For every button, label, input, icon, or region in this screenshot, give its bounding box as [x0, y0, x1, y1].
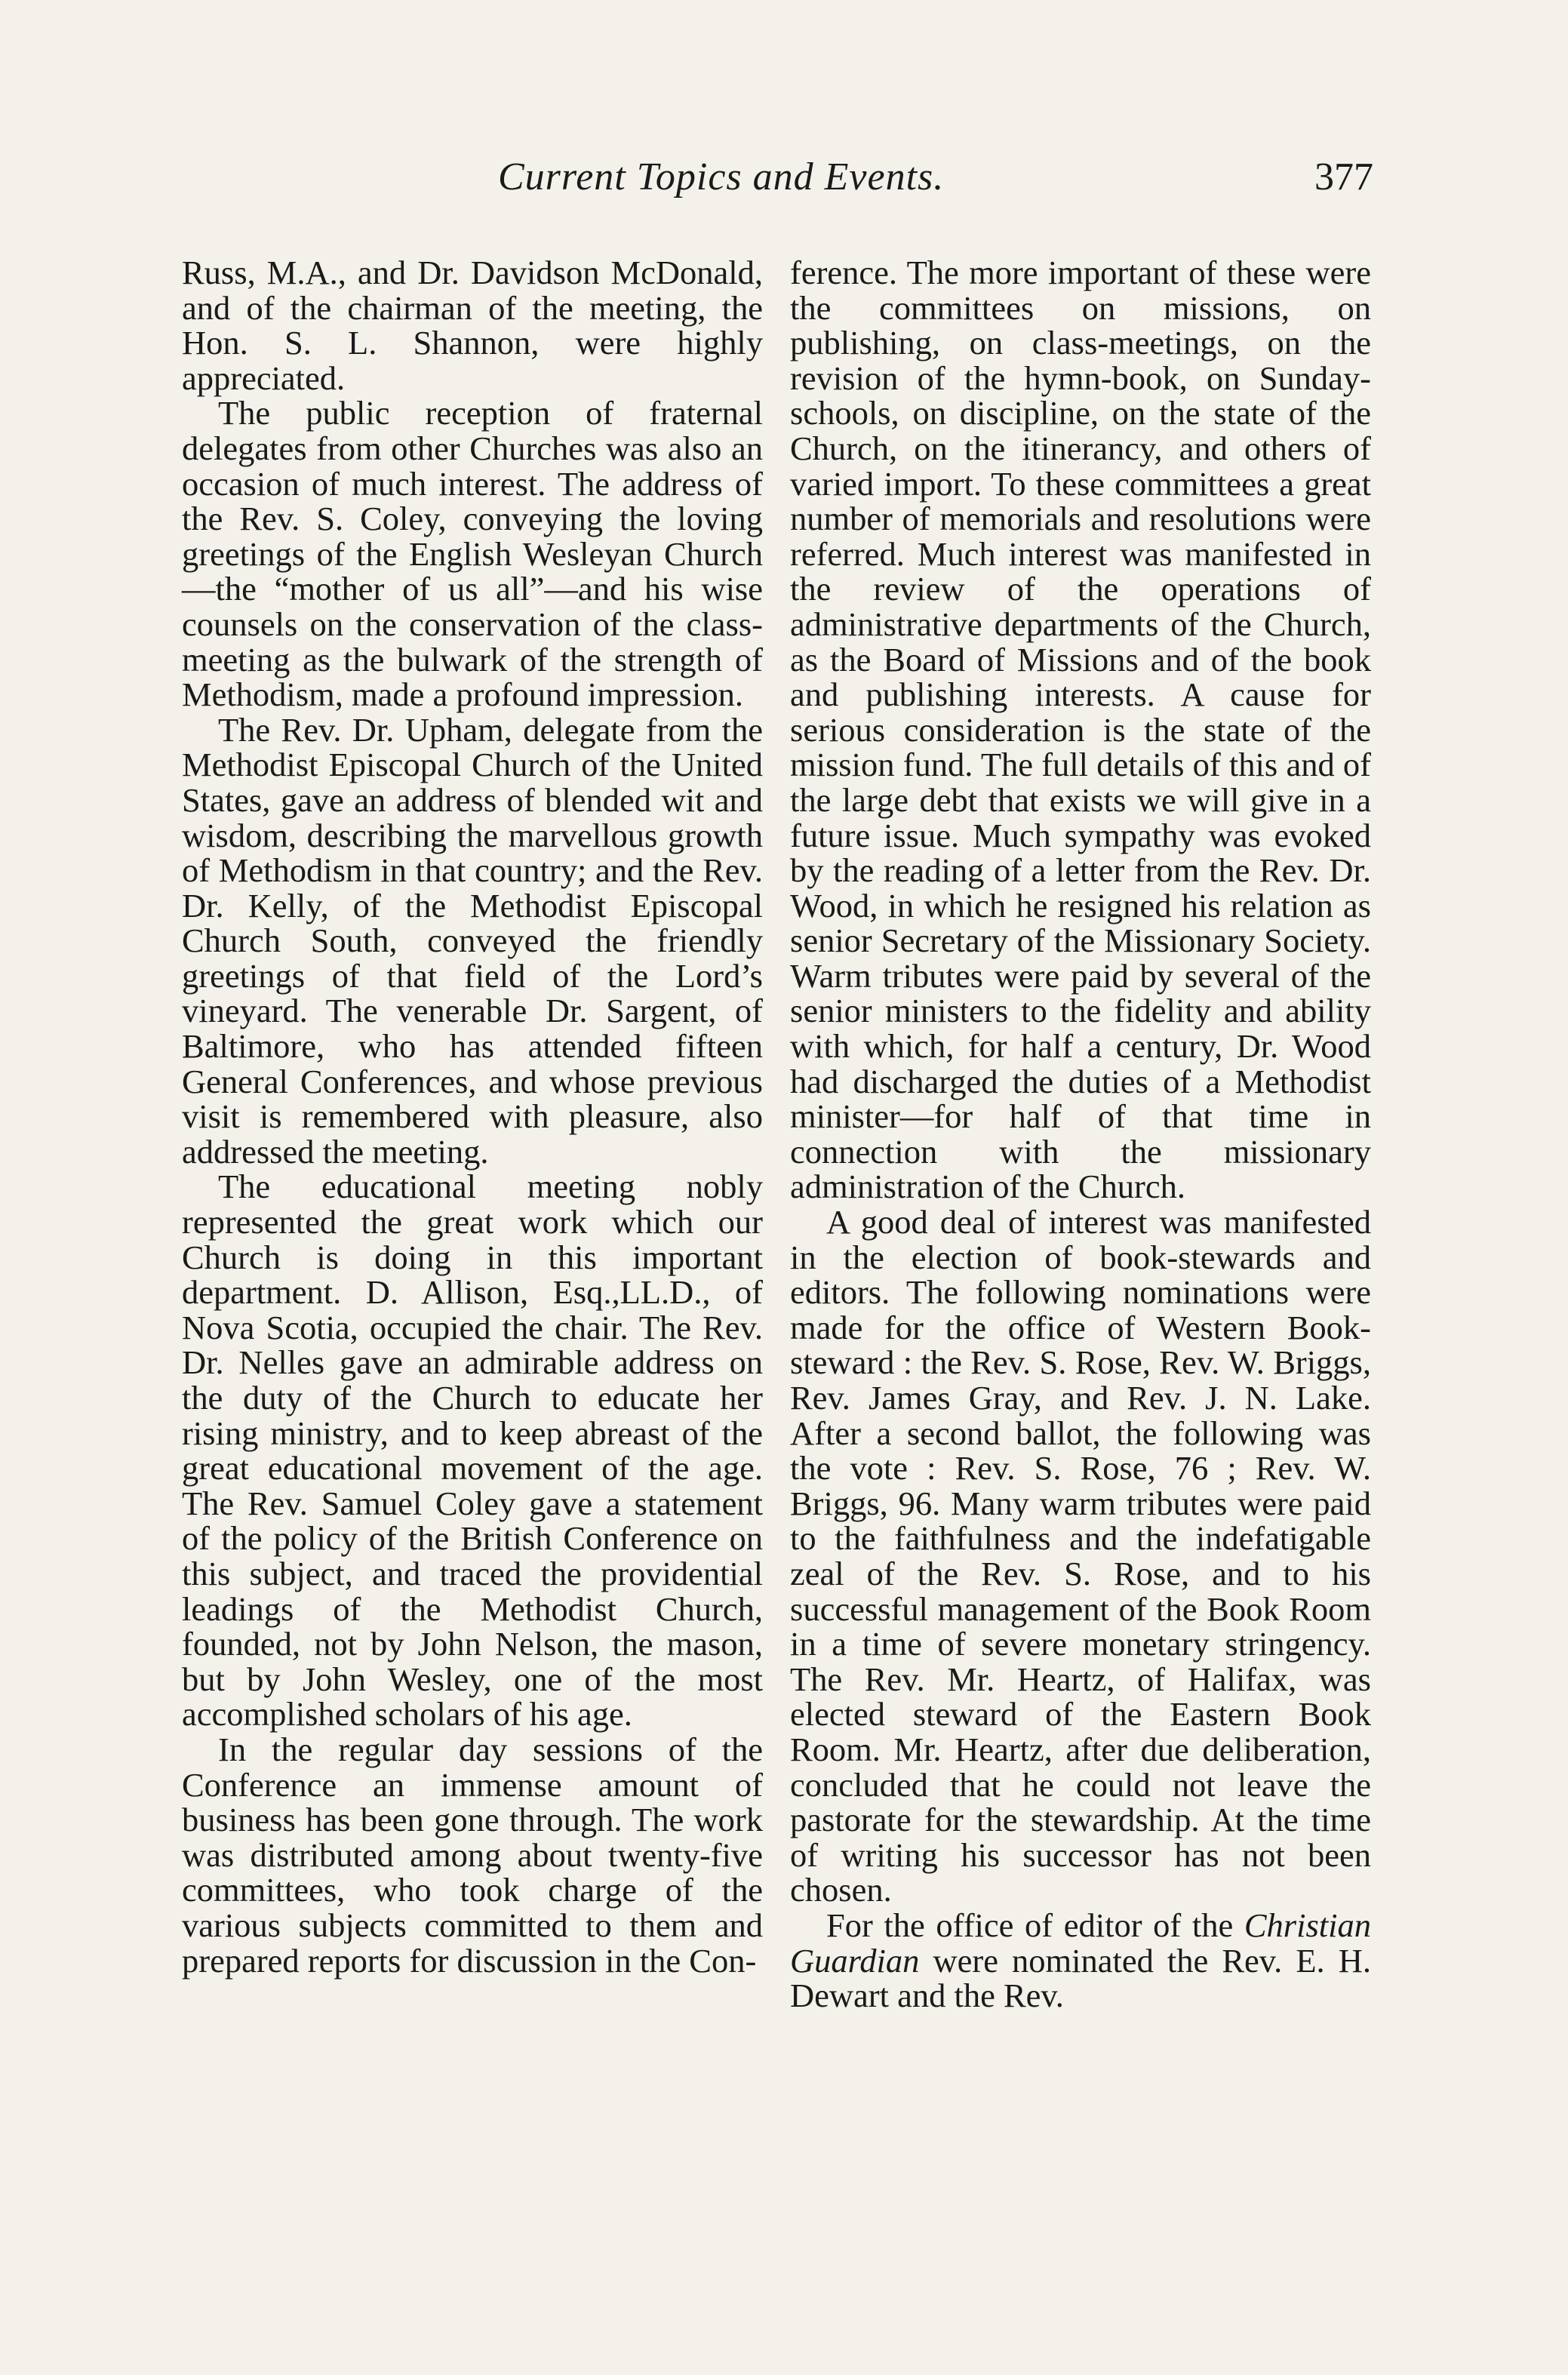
left-column: [182, 255, 763, 1978]
paragraph-editor-nomination: [790, 1908, 1371, 2014]
paragraph: The public reception of fraternal delegates from other Churches was also an occasion of much interest. The address of the Rev. S. Coley, conveying the loving greetings of the English Wesleyan Church—the “mother of us all”—and his wise counsels on the conservation of the class-meeting as the bulwark of the strength of Methodism, made a profound impression.: [182, 394, 763, 714]
text-segment: were nominated the Rev. E. H. Dewart and the Rev.: [790, 1941, 1371, 2015]
paragraph: In the regular day sessions of the Conference an immense amount of business has been gone through. The work was distributed among about twenty-five committees, who took charge of the various subjects committed to them and prepared reports for discussion in the Con-: [182, 1730, 763, 1980]
running-title: Current Topics and Events.: [498, 155, 945, 198]
right-column: [790, 255, 1371, 2014]
text-segment: For the office of editor of the: [826, 1906, 1244, 1944]
paragraph: Russ, M.A., and Dr. Davidson McDonald, and of the chairman of the meeting, the Hon. S. L. Shannon, were highly appreciated.: [182, 254, 763, 397]
paragraph: The Rev. Dr. Upham, delegate from the Methodist Episcopal Church of the United States, gave an address of blended wit and wisdom, describing the marvellous growth of Methodism in that country; and the Rev. Dr. Kelly, of the Methodist Episcopal Church South, conveyed the friendly greetings of that field of the Lord’s vineyard. The venerable Dr. Sargent, of Baltimore, who has attended fifteen General Conferences, and whose previous visit is remembered with pleasure, also addressed the meeting.: [182, 710, 763, 1171]
page-header: [181, 155, 1373, 208]
paragraph: The educational meeting nobly represented the great work which our Church is doing in this important department. D. Allison, Esq.,LL.D., of Nova Scotia, occupied the chair. The Rev. Dr. Nelles gave an admirable address on the duty of the Church to educate her rising ministry, and to keep abreast of the great educational movement of the age. The Rev. Samuel Coley gave a statement of the policy of the British Conference on this subject, and traced the providential leadings of the Methodist Church, founded, not by John Nelson, the mason, but by John Wesley, one of the most accomplished scholars of his age.: [182, 1168, 763, 1734]
paragraph: ference. The more important of these were the committees on missions, on publishing, on class-meetings, on the revision of the hymn-book, on Sunday-schools, on discipline, on the state of the Church, on the itinerancy, and others of varied import. To these committees a great number of memorials and resolutions were referred. Much interest was manifested in the review of the operations of administrative departments of the Church, as the Board of Missions and of the book and publishing interests. A cause for serious consideration is the state of the mission fund. The full details of this and of the large debt that exists we will give in a future issue. Much sympathy was evoked by the reading of a letter from the Rev. Dr. Wood, in which he resigned his relation as senior Secretary of the Missionary Society. Warm tributes were paid by several of the senior ministers to the fidelity and ability with which, for half a century, Dr. Wood had discharged the duties of a Methodist minister—for half of that time in connection with the missionary administration of the Church.: [790, 254, 1371, 1206]
page-number: 377: [1314, 155, 1373, 198]
paragraph: A good deal of interest was manifested in the election of book-stewards and editors. The following nominations were made for the office of Western Book-steward : the Rev. S. Rose, Rev. W. Briggs, Rev. James Gray, and Rev. J. N. Lake. After a second ballot, the following was the vote : Rev. S. Rose, 76 ; Rev. W. Briggs, 96. Many warm tributes were paid to the faithfulness and the indefatigable zeal of the Rev. S. Rose, and to his successful management of the Book Room in a time of severe monetary stringency. The Rev. Mr. Heartz, of Halifax, was elected steward of the Eastern Book Room. Mr. Heartz, after due deliberation, concluded that he could not leave the pastorate for the stewardship. At the time of writing his successor has not been chosen.: [790, 1203, 1371, 1909]
publication-title: Christian Guardian: [790, 1906, 1371, 1980]
